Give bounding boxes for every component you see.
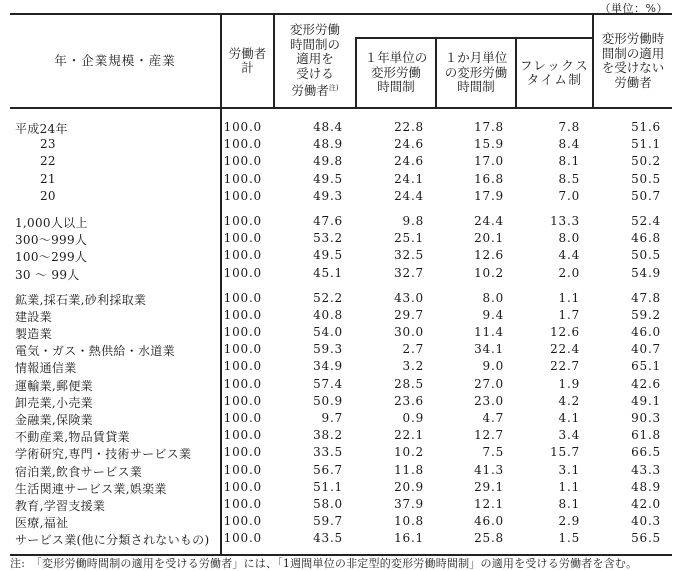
- row-value: 4.7: [482, 411, 504, 425]
- row-value: 100.0: [223, 411, 262, 425]
- row-value: 38.2: [313, 428, 343, 443]
- table-row: [10, 171, 672, 188]
- row-value: 46.8: [631, 231, 661, 246]
- row-value: 24.4: [474, 213, 504, 228]
- row-value: 24.6: [394, 137, 424, 152]
- row-label: 学術研究,専門・技術サービス業: [15, 447, 192, 462]
- row-value: 40.3: [631, 514, 661, 529]
- row-label: 22: [40, 154, 56, 169]
- table-row: [10, 324, 672, 341]
- row-value: 100.0: [223, 342, 262, 357]
- header-monthly: [437, 39, 515, 107]
- row-value: 49.5: [313, 248, 343, 263]
- row-value: 59.7: [313, 514, 343, 529]
- row-value: 3.2: [402, 359, 424, 374]
- table-row: [10, 230, 672, 247]
- row-value: 51.1: [313, 479, 343, 494]
- row-value: 17.8: [474, 120, 504, 134]
- row-value: 52.4: [631, 213, 661, 228]
- unit-label: （単位：%）: [599, 2, 668, 15]
- table-row: [10, 444, 672, 461]
- row-value: 66.5: [631, 445, 661, 460]
- row-value: 48.4: [313, 120, 343, 134]
- row-value: 29.7: [394, 307, 424, 322]
- table-row: [10, 376, 672, 393]
- row-value: 34.9: [313, 359, 343, 374]
- row-value: 12.6: [474, 248, 504, 263]
- row-value: 13.3: [550, 213, 580, 228]
- row-value: 8.0: [558, 231, 580, 246]
- row-value: 100.0: [223, 479, 262, 494]
- table-row: [10, 153, 672, 170]
- row-value: 40.8: [313, 307, 343, 322]
- row-value: 9.7: [321, 411, 343, 425]
- row-value: 1.1: [558, 479, 580, 494]
- table-row: [10, 358, 672, 375]
- row-value: 100.0: [223, 428, 262, 443]
- row-label: 卸売業,小売業: [15, 395, 93, 410]
- table-row: [10, 530, 672, 547]
- table-row: [10, 427, 672, 444]
- row-value: 100.0: [223, 137, 262, 152]
- row-value: 23.6: [394, 393, 424, 408]
- row-label: 金融業,保険業: [15, 413, 93, 427]
- row-value: 8.1: [558, 154, 580, 169]
- header-applied-line-5: 労働者$^{注)}$: [291, 83, 339, 99]
- row-value: 100.0: [223, 531, 262, 546]
- row-value: 7.5: [482, 445, 504, 460]
- row-value: 50.5: [631, 248, 661, 263]
- row-value: 43.0: [394, 290, 424, 305]
- row-value: 24.1: [394, 171, 424, 186]
- row-value: 1.7: [558, 307, 580, 322]
- row-value: 11.8: [394, 462, 424, 477]
- row-value: 9.0: [482, 359, 504, 374]
- row-value: 15.9: [474, 137, 504, 152]
- row-value: 17.9: [474, 188, 504, 203]
- row-label: 情報通信業: [15, 361, 77, 376]
- row-value: 54.9: [631, 265, 661, 280]
- row-value: 100.0: [223, 325, 262, 340]
- row-value: 100.0: [223, 514, 262, 529]
- row-value: 43.5: [313, 531, 343, 546]
- row-value: 9.8: [402, 213, 424, 228]
- row-value: 27.0: [474, 376, 504, 391]
- row-value: 100.0: [223, 393, 262, 408]
- row-value: 49.1: [631, 393, 661, 408]
- row-value: 48.9: [631, 479, 661, 494]
- row-label: 建設業: [15, 309, 52, 324]
- header-total-line-1: 労働者: [228, 45, 267, 61]
- header-flex-line-1: フレックス: [519, 57, 590, 73]
- table-row: [10, 188, 672, 205]
- row-value: 11.4: [474, 325, 504, 340]
- table-row: [10, 496, 672, 513]
- row-value: 50.7: [631, 188, 661, 203]
- row-value: 42.6: [631, 376, 661, 391]
- row-value: 40.7: [631, 342, 661, 357]
- row-value: 3.4: [558, 428, 580, 443]
- row-value: 43.3: [631, 462, 661, 477]
- table-row: [10, 341, 672, 358]
- header-applied: [275, 15, 355, 107]
- header-applied-line-2: 時間制の: [289, 36, 340, 52]
- row-value: 59.2: [631, 307, 661, 322]
- row-value: 56.7: [313, 462, 343, 477]
- row-value: 24.6: [394, 154, 424, 169]
- row-value: 100.0: [223, 462, 262, 477]
- row-value: 100.0: [223, 290, 262, 305]
- row-value: 100.0: [223, 213, 262, 228]
- row-label: 電気・ガス・熱供給・水道業: [15, 344, 175, 359]
- row-value: 8.5: [558, 171, 580, 186]
- row-label: 鉱業,採石業,砂利採取業: [15, 292, 147, 307]
- row-value: 0.9: [402, 411, 424, 425]
- row-value: 100.0: [223, 154, 262, 169]
- row-value: 53.2: [313, 231, 343, 246]
- row-value: 100.0: [223, 120, 262, 134]
- header-yearly-line-3: 時間制: [377, 79, 415, 95]
- row-label: 製造業: [15, 327, 52, 342]
- row-value: 20.9: [394, 479, 424, 494]
- header-bottom-rule: [10, 107, 672, 109]
- row-value: 65.1: [631, 359, 661, 374]
- row-value: 90.3: [631, 411, 661, 425]
- table-row: [10, 393, 672, 410]
- row-value: 10.2: [474, 265, 504, 280]
- row-value: 22.8: [394, 120, 424, 134]
- row-label: 30 ～ 99人: [15, 267, 80, 282]
- row-label: 宿泊業,飲食サービス業: [15, 464, 143, 479]
- footnote: 注: 「変形労働時間制の適用を受ける労働者」には、「1週間単位の非定型的変形労働時間制」の適用を受ける労働者を含む。: [10, 557, 638, 570]
- header-yearly-line-2: 変形労働: [370, 64, 421, 80]
- row-label: 20: [40, 188, 56, 203]
- row-value: 42.0: [631, 496, 661, 511]
- header-applied-line-1: 変形労働: [289, 22, 340, 38]
- row-value: 20.1: [474, 231, 504, 246]
- row-label: 不動産業,物品賃貸業: [15, 430, 130, 445]
- table-row: [10, 410, 672, 427]
- row-value: 51.1: [631, 137, 661, 152]
- header-yearly-line-1: １年単位の: [364, 50, 428, 66]
- row-value: 8.1: [558, 496, 580, 511]
- row-label: 教育,学習支援業: [15, 498, 106, 513]
- row-label: 平成24年: [15, 122, 68, 136]
- row-label: 100～299人: [15, 250, 88, 265]
- row-value: 100.0: [223, 231, 262, 246]
- row-value: 28.5: [394, 376, 424, 391]
- row-value: 2.0: [558, 265, 580, 280]
- row-value: 100.0: [223, 445, 262, 460]
- group-spacer: [10, 282, 672, 290]
- row-value: 2.7: [402, 342, 424, 357]
- row-value: 49.5: [313, 171, 343, 186]
- row-value: 1.9: [558, 376, 580, 391]
- row-value: 8.0: [482, 290, 504, 305]
- row-value: 61.8: [631, 428, 661, 443]
- row-value: 100.0: [223, 171, 262, 186]
- row-value: 22.1: [394, 428, 424, 443]
- row-value: 47.8: [631, 290, 661, 305]
- row-value: 48.9: [313, 137, 343, 152]
- row-label: 21: [40, 171, 56, 186]
- row-value: 16.1: [394, 531, 424, 546]
- row-value: 51.6: [631, 120, 661, 134]
- row-value: 4.2: [558, 393, 580, 408]
- row-value: 49.8: [313, 154, 343, 169]
- row-label: 23: [40, 137, 56, 152]
- header-yearly: [357, 39, 435, 107]
- row-value: 12.6: [550, 325, 580, 340]
- row-value: 100.0: [223, 188, 262, 203]
- row-value: 58.0: [313, 496, 343, 511]
- table-row: [10, 119, 672, 136]
- row-label: 運輸業,郵便業: [15, 378, 93, 393]
- table-row: [10, 462, 672, 479]
- row-value: 32.7: [394, 265, 424, 280]
- row-value: 4.4: [558, 248, 580, 263]
- header-not-applied-line-1: 変形労働時: [601, 31, 665, 46]
- row-value: 30.0: [394, 325, 424, 340]
- table-row: [10, 247, 672, 264]
- row-value: 100.0: [223, 307, 262, 322]
- row-value: 100.0: [223, 265, 262, 280]
- row-value: 2.9: [558, 514, 580, 529]
- header-total-line-2: 計: [241, 60, 254, 75]
- row-value: 7.8: [558, 120, 580, 134]
- header-applied-line-4: 受ける: [296, 65, 334, 81]
- row-value: 49.3: [313, 188, 343, 203]
- row-value: 46.0: [631, 325, 661, 340]
- row-value: 59.3: [313, 342, 343, 357]
- row-value: 100.0: [223, 248, 262, 263]
- row-value: 56.5: [631, 531, 661, 546]
- row-value: 33.5: [313, 445, 343, 460]
- row-value: 10.8: [394, 514, 424, 529]
- row-value: 57.4: [313, 376, 343, 391]
- row-value: 25.8: [474, 531, 504, 546]
- table-body: [10, 119, 672, 548]
- row-value: 15.7: [550, 445, 580, 460]
- row-value: 54.0: [313, 325, 343, 340]
- header-not-applied-line-4: 労働者: [614, 74, 652, 90]
- row-value: 100.0: [223, 359, 262, 374]
- header-monthly-line-2: の変形労働: [444, 64, 508, 80]
- row-value: 41.3: [474, 462, 504, 477]
- row-value: 100.0: [223, 496, 262, 511]
- table-row: [10, 479, 672, 496]
- header-category: 年・企業規模・産業: [54, 52, 176, 68]
- row-value: 16.8: [474, 171, 504, 186]
- row-value: 9.4: [482, 307, 504, 322]
- row-label: 300～999人: [15, 233, 88, 248]
- group-spacer: [10, 205, 672, 213]
- row-value: 24.4: [394, 188, 424, 203]
- row-value: 17.0: [474, 154, 504, 169]
- row-label: 生活関連サービス業,娯楽業: [15, 481, 167, 496]
- row-value: 8.4: [558, 137, 580, 152]
- table-row: [10, 290, 672, 307]
- row-label: 1,000人以上: [15, 215, 88, 230]
- header-not-applied-line-2: 間制の適用: [601, 45, 665, 61]
- header-flex-line-2: タイム制: [526, 72, 583, 87]
- header-not-applied-line-3: を受けない: [601, 60, 665, 75]
- row-value: 1.5: [558, 531, 580, 546]
- row-value: 3.1: [558, 462, 580, 477]
- table-row: [10, 307, 672, 324]
- row-value: 100.0: [223, 376, 262, 391]
- row-value: 10.2: [394, 445, 424, 460]
- row-value: 52.2: [313, 290, 343, 305]
- header-monthly-line-1: １か月単位: [444, 50, 508, 66]
- row-value: 45.1: [313, 265, 343, 280]
- row-value: 34.1: [474, 342, 504, 357]
- row-value: 23.0: [474, 393, 504, 408]
- row-value: 1.1: [558, 290, 580, 305]
- row-value: 22.7: [550, 359, 580, 374]
- row-value: 12.7: [474, 428, 504, 443]
- header-applied-line-3: 適用を: [296, 51, 334, 67]
- header-flex: [517, 39, 592, 107]
- row-label: 医療,福祉: [15, 516, 69, 531]
- note-marker: 注): [328, 84, 339, 93]
- row-label: サービス業(他に分類されないもの): [15, 533, 210, 548]
- header-not-applied: [594, 15, 672, 107]
- row-value: 29.1: [474, 479, 504, 494]
- header-monthly-line-3: 時間制: [457, 79, 495, 95]
- row-value: 50.9: [313, 393, 343, 408]
- row-value: 46.0: [474, 514, 504, 529]
- row-value: 37.9: [394, 496, 424, 511]
- table-row: [10, 213, 672, 230]
- row-value: 25.1: [394, 231, 424, 246]
- table-row: [10, 513, 672, 530]
- row-value: 22.4: [550, 342, 580, 357]
- row-value: 47.6: [313, 213, 343, 228]
- row-value: 50.2: [631, 154, 661, 169]
- table-row: [10, 136, 672, 153]
- row-value: 4.1: [558, 411, 580, 425]
- table-row: [10, 265, 672, 282]
- row-value: 7.0: [558, 188, 580, 203]
- row-value: 12.1: [474, 496, 504, 511]
- row-value: 50.5: [631, 171, 661, 186]
- header-total-workers: [222, 15, 273, 107]
- row-value: 32.5: [394, 248, 424, 263]
